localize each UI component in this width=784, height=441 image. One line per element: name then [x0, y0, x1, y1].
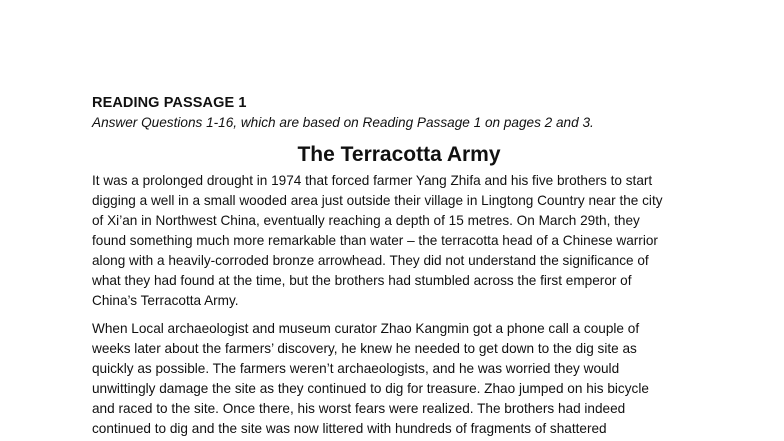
article-title: The Terracotta Army	[297, 143, 501, 166]
paragraph-line: continued to dig and the site was now littered with hundreds of fragments of shattered	[92, 421, 607, 436]
paragraph-line: what they had found at the time, but the brothers had stumbled across the first emperor of	[92, 273, 632, 288]
paragraph-line: weeks later about the farmers’ discovery, he knew he needed to get down to the dig site as	[92, 341, 637, 356]
paragraph-line: and raced to the site. Once there, his worst fears were realized. The brothers had indeed	[92, 401, 626, 416]
paragraph-1	[92, 171, 712, 311]
passage-heading: READING PASSAGE 1	[92, 95, 247, 111]
paragraph-2	[92, 319, 712, 439]
page-content	[92, 94, 712, 441]
paragraph-line: When Local archaeologist and museum curator Zhao Kangmin got a phone call a couple of	[92, 321, 640, 336]
paragraph-line: along with a heavily-corroded bronze arrowhead. They did not understand the significance of	[92, 253, 649, 268]
instructions-text: Answer Questions 1-16, which are based on Reading Passage 1 on pages 2 and 3.	[92, 115, 594, 130]
paragraph-line: It was a prolonged drought in 1974 that forced farmer Yang Zhifa and his five brothers to start	[92, 173, 653, 188]
paragraph-line: unwittingly damage the site as they continued to dig for treasure. Zhao jumped on his bicycle	[92, 381, 649, 396]
paragraph-line: China’s Terracotta Army.	[92, 293, 239, 308]
paragraph-line: digging a well in a small wooded area just outside their village in Lingtong Country near the city	[92, 193, 663, 208]
paragraph-line: quickly as possible. The farmers weren’t archaeologists, and he was worried they would	[92, 361, 620, 376]
paragraph-line: found something much more remarkable than water – the terracotta head of a Chinese warrior	[92, 233, 658, 248]
paragraph-line: of Xi’an in Northwest China, eventually reaching a depth of 15 metres. On March 29th, they	[92, 213, 640, 228]
